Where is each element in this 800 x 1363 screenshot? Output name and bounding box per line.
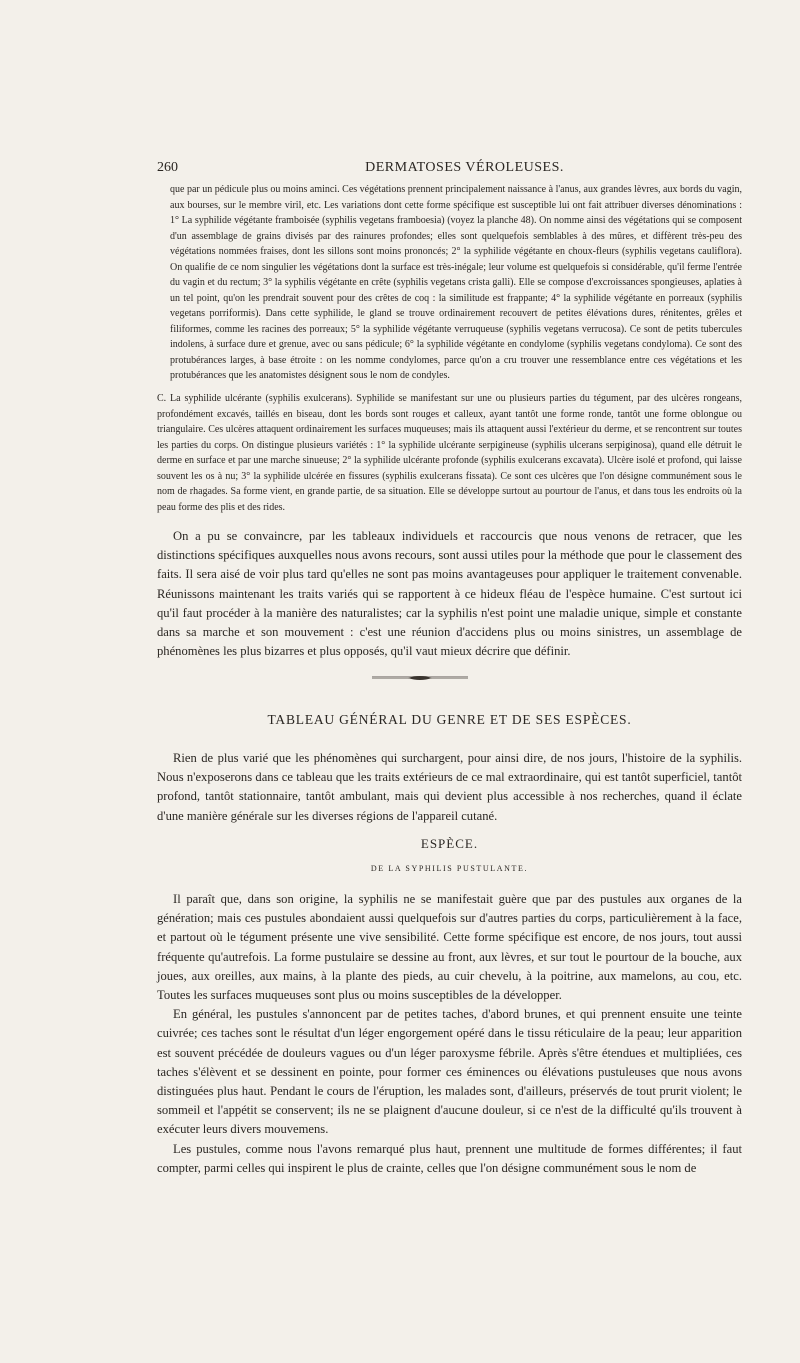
species-subheading: DE LA SYPHILIS PUSTULANTE. (370, 864, 529, 873)
varieties-paragraph (170, 182, 742, 384)
paragraph-text: Il paraît que, dans son origine, la syphilis ne se manifestait guère que par des pustules aux organes de la génération; mais ces pustules abondaient aussi quelquefois sur d'autres parties du corps, particulièrement à la face, et partout où le tégument présente une vive sensibilité. Cette forme spécifique est encore, de nos jours, tout aussi fréquente qu'autrefois. La forme pustulaire se dessine au front, aux lèvres, et sur tout le pourtour de la bouche, aux joues, aux oreilles, aux mains, à la plante des pieds, au cuir chevelu, à la poitrine, aux mamelons, au cou, etc. Toutes les surfaces muqueuses sont plus ou moins susceptibles de la développer. (157, 892, 742, 1003)
species-body (157, 890, 742, 1178)
paragraph-text: que par un pédicule plus ou moins aminci. Ces végétations prennent principalement naissance à l'anus, aux grandes lèvres, aux bords du vagin, aux bourses, sur le membre viril, etc. Les variations dont cette forme spécifique est susceptible lui ont fait attribuer diverses dénominations : 1° La syphilide végétante framboisée (syphilis vegetans framboesia) (voyez la planche 48). On nomme ainsi des végétations qui se composent d'un assemblage de grains divisés par des rainures profondes; elles sont quelquefois semblables à des mûres, et diffèrent très-peu des végétations nommées fraises, dont les sillons sont moins prononcés; 2° la syphilide végétante en choux-fleurs (syphilis vegetans cauliflora). On qualifie de ce nom singulier les végétations dont la surface est très-inégale; leur volume est quelquefois si considérable, qu'il ferme l'entrée du vagin et du rectum; 3° la syphilis végétante en crête (syphilis vegetans crista galli). Elle se compose d'excroissances spongieuses, aplaties à un tel point, qu'on les prendrait souvent pour des crêtes de coq : la similitude est frappante; 4° la syphilide végétante en porreaux (syphilis vegetans porriformis). Dans cette syphilide, le gland se trouve ordinairement recouvert de petites élévations dures, rénitentes, grêles et filiformes, comme les racines des porreaux; 5° la syphilide végétante verruqueuse (syphilis vegetans verrucosa). Ce sont de petits tubercules indolens, à surface dure et grenue, avec ou sans pédicule; 6° la syphilide végétante en condylome (syphilis vegetans condyloma). Ce sont des protubérances larges, à base étroite : on les nomme condylomes, parce qu'on a cru trouver une ressemblance entre ces végétations et les protubérances que les anatomistes désignent sous le nom de condyles. (170, 184, 742, 381)
intro-paragraph (157, 527, 742, 661)
ornament-divider (370, 673, 470, 683)
paragraph-text: C. La syphilide ulcérante (syphilis exulcerans). Syphilide se manifestant sur une ou plusieurs parties du tégument, par des ulcères rongeans, profondément excavés, taillés en biseau, dont les bords sont rouges et calleux, ayant tantôt une forme ronde, tantôt une forme oblongue ou triangulaire. Ces ulcères attaquent ordinairement les surfaces muqueuses; mais ils attaquent aussi l'extérieur du derme, et se rencontrent sur toutes les parties du corps. On distingue plusieurs variétés : 1° la syphilide ulcérante serpigineuse (syphilis ulcerans serpiginosa), quand elle détruit le derme en surface et par une marche sinueuse; 2° la syphilide ulcérante profonde (syphilis exulcerans excavata). Ulcère isolé et profond, qui laisse souvent les os à nu; 3° la syphilide ulcérée en fissures (syphilis exulcerans fissata). Ce sont ces ulcères que l'on désigne communément sous le nom de rhagades. Sa forme vient, en grande partie, de sa situation. Elle se développe surtout au pourtour de l'anus, et dans tous les endroits où la peau forme des plis et des rides. (157, 393, 742, 513)
running-title: DERMATOSES VÉROLEUSES. (365, 160, 564, 175)
paragraph-text: Les pustules, comme nous l'avons remarqué plus haut, prennent une multitude de formes différentes; il faut compter, parmi celles qui inspirent le plus de crainte, celles que l'on désigne communément sous le nom de (157, 1141, 742, 1175)
paragraph-text: Rien de plus varié que les phénomènes qui surchargent, pour ainsi dire, de nos jours, l'histoire de la syphilis. Nous n'exposerons dans ce tableau que les traits extérieurs de ce mal extraordinaire, qui est tantôt superficiel, tantôt profond, tantôt stationnaire, tantôt ambulant, mais qui devient plus accessible à nos recherches, quand il éclate d'une manière générale sur les diverses régions de l'appareil cutané. (157, 751, 742, 823)
ulcerating-syphilide-paragraph (157, 391, 742, 515)
page-number: 260 (157, 160, 178, 175)
paragraph-text: On a pu se convaincre, par les tableaux individuels et raccourcis que nous venons de retracer, que les distinctions spécifiques auxquelles nous avons recours, sont aussi utiles pour la méthode que pour le classement des faits. Il sera aisé de voir plus tard qu'elles ne sont pas moins avantageuses pour appliquer le traitement convenable. Réunissons maintenant les traits variés qui se rapportent à ce hideux fléau de l'espèce humaine. C'est surtout ici qu'il faut procéder à la manière des naturalistes; car la syphilis n'est point une maladie unique, simple et constante dans sa marche et son mouvement : c'est une réunion d'accidens plus ou moins sinistres, un assemblage de phénomènes les plus bizarres et plus opposés, qu'il vaut mieux décrire que définir. (157, 529, 742, 659)
page-header (157, 160, 742, 180)
section-heading: TABLEAU GÉNÉRAL DU GENRE ET DE SES ESPÈCES. (267, 712, 632, 727)
species-heading: ESPÈCE. (420, 836, 479, 851)
tableau-paragraph (157, 749, 742, 826)
paragraph-text: En général, les pustules s'annoncent par de petites taches, d'abord brunes, et qui prennent ensuite une teinte cuivrée; ces taches sont le résultat d'un léger engorgement opéré dans le tissu réticulaire de la peau; leur apparition est souvent précédée de douleurs vagues ou d'un léger paroxysme fébrile. Après s'être étendues et multipliées, ces taches s'élèvent et se dessinent en pointe, pour former ces éminences ou élévations pustuleuses que nous avons distinguées plus haut. Pendant le cours de l'éruption, les malades sont, d'ailleurs, préservés de tout prurit violent; le sommeil et l'appétit se conservent; ils ne se plaignent d'aucune douleur, si ce n'est de la difficulté qu'ils trouvent à exécuter leurs divers mouvemens. (157, 1007, 742, 1137)
